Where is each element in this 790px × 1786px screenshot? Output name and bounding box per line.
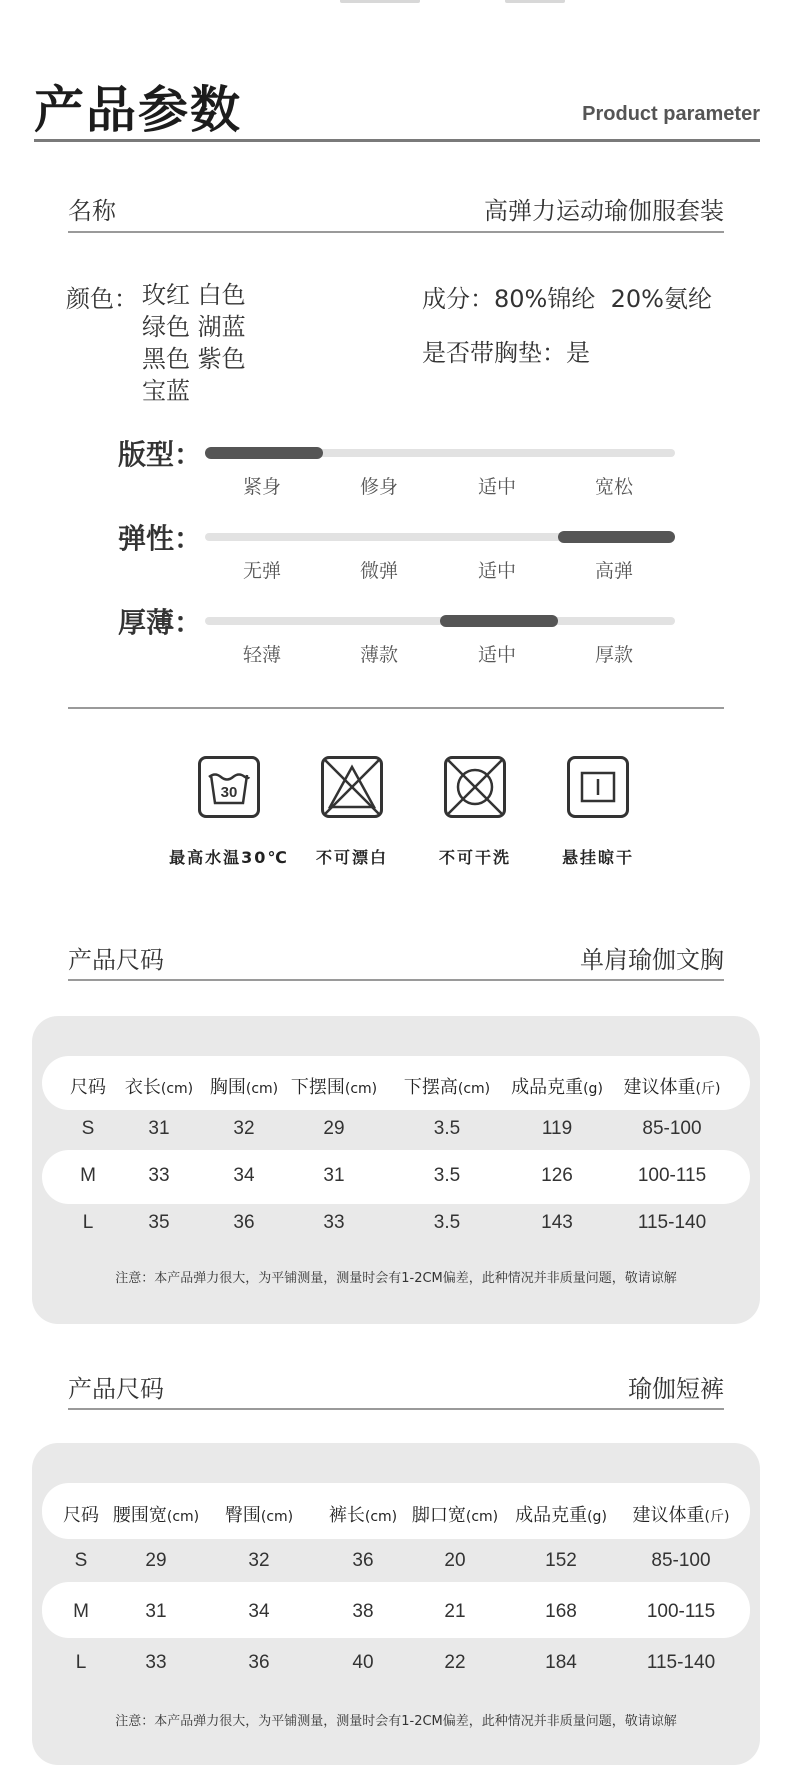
table-cell: 85-100 [651, 1550, 711, 1571]
table-cell: 36 [233, 1212, 255, 1233]
table-cell: 3.5 [433, 1212, 461, 1233]
column-header-label: 尺码 [63, 1505, 99, 1526]
color-line: 绿色 湖蓝 [142, 313, 246, 341]
table-cell: 40 [352, 1652, 374, 1673]
table-cell: L [75, 1652, 87, 1673]
column-header-label: 臀围 [224, 1505, 261, 1526]
scale-tick: 轻薄 [242, 644, 281, 666]
scale-track-fit [205, 449, 675, 457]
column-header-label: 下摆围 [290, 1077, 345, 1098]
table-cell: M [80, 1165, 96, 1186]
table-cell: 20 [444, 1550, 466, 1571]
column-header-label: 成品克重 [515, 1505, 588, 1526]
column-header-unit: (cm) [245, 1081, 279, 1097]
scale-indicator [440, 615, 558, 627]
care-label-wash: 最高水温30℃ [169, 848, 289, 867]
column-header [395, 1501, 515, 1527]
table-cell: 33 [323, 1212, 345, 1233]
table-cell: 32 [233, 1118, 255, 1139]
table-cell: 31 [148, 1118, 170, 1139]
table-cell: 152 [545, 1550, 577, 1571]
column-header-unit: (斤) [695, 1081, 721, 1097]
shorts-section-item: 瑜伽短裤 [628, 1375, 724, 1403]
table-cell: 36 [352, 1550, 374, 1571]
scales-divider [68, 707, 724, 709]
table-cell: M [73, 1601, 89, 1622]
page-subtitle: Product parameter [582, 103, 760, 125]
measurement-note: 注意：本产品弹力很大，为平铺测量，测量时会有1-2CM偏差，此种情况并非质量问题，敬请谅解 [115, 1714, 677, 1729]
column-header-unit: (g) [587, 1509, 607, 1525]
column-header [96, 1501, 216, 1527]
page-title: 产品参数 [34, 81, 242, 139]
column-header-label: 建议体重 [623, 1077, 696, 1098]
table-cell: 21 [444, 1601, 466, 1622]
shorts-size-table [32, 1443, 760, 1765]
table-cell: 38 [352, 1601, 374, 1622]
table-cell: 34 [248, 1601, 270, 1622]
scale-label-thickness: 厚薄： [118, 606, 203, 639]
table-cell: S [81, 1118, 95, 1139]
scale-track-elasticity [205, 533, 675, 541]
color-line: 黑色 紫色 [142, 345, 246, 373]
color-label: 颜色： [66, 285, 138, 313]
color-line: 宝蓝 [142, 377, 190, 405]
shorts-section-title: 产品尺码 [68, 1375, 164, 1403]
column-header-label: 衣长 [124, 1077, 161, 1098]
table-cell: 36 [248, 1652, 270, 1673]
shorts-section-divider [68, 1408, 724, 1410]
table-cell: L [82, 1212, 94, 1233]
name-label: 名称 [68, 197, 116, 225]
product-name: 高弹力运动瑜伽服套装 [484, 197, 724, 225]
table-cell: S [74, 1550, 88, 1571]
column-header-label: 尺码 [70, 1077, 106, 1098]
table-cell: 3.5 [433, 1118, 461, 1139]
table-cell: 85-100 [642, 1118, 702, 1139]
column-header-unit: (cm) [166, 1509, 200, 1525]
scale-tick: 紧身 [242, 476, 281, 498]
scale-tick: 适中 [477, 644, 516, 666]
column-header [501, 1501, 621, 1527]
column-header [612, 1073, 732, 1099]
column-header-unit: (cm) [344, 1081, 378, 1097]
top-edge-decoration [505, 0, 565, 3]
column-header-label: 腰围宽 [112, 1505, 167, 1526]
table-cell: 29 [323, 1118, 345, 1139]
table-cell: 143 [541, 1212, 573, 1233]
header-divider [34, 139, 760, 142]
padding-spec: 是否带胸垫：是 [422, 339, 590, 367]
scale-tick: 无弹 [242, 560, 281, 582]
column-header-unit: (斤) [704, 1509, 730, 1525]
table-cell: 168 [545, 1601, 577, 1622]
top-edge-decoration [340, 0, 420, 3]
column-header-unit: (cm) [457, 1081, 491, 1097]
care-label-hang-dry: 悬挂晾干 [561, 848, 634, 867]
table-cell: 126 [541, 1165, 573, 1186]
table-cell: 119 [541, 1118, 573, 1139]
no-dry-clean-icon [444, 756, 506, 818]
column-header-label: 下摆高 [403, 1077, 458, 1098]
no-bleach-icon [321, 756, 383, 818]
column-header-unit: (cm) [260, 1509, 294, 1525]
scale-tick: 高弹 [594, 560, 633, 582]
table-cell: 31 [323, 1165, 345, 1186]
table-cell: 100-115 [637, 1165, 707, 1186]
bra-section-item: 单肩瑜伽文胸 [580, 946, 724, 974]
column-header-unit: (g) [583, 1081, 603, 1097]
table-cell: 100-115 [646, 1601, 716, 1622]
wash-30-icon [198, 756, 260, 818]
column-header-label: 建议体重 [632, 1505, 705, 1526]
color-line: 玫红 白色 [142, 281, 246, 309]
table-cell: 115-140 [646, 1652, 716, 1673]
scale-tick: 修身 [359, 476, 398, 498]
scale-indicator [205, 447, 323, 459]
hang-dry-icon [567, 756, 629, 818]
scale-tick: 适中 [477, 560, 516, 582]
scale-tick: 微弹 [359, 560, 398, 582]
column-header [387, 1073, 507, 1099]
table-cell: 33 [148, 1165, 170, 1186]
scale-tick: 薄款 [359, 644, 398, 666]
bra-size-table [32, 1016, 760, 1324]
column-header [621, 1501, 741, 1527]
scale-label-fit: 版型： [118, 438, 203, 471]
column-header [497, 1073, 617, 1099]
column-header-label: 成品克重 [511, 1077, 584, 1098]
scale-indicator [558, 531, 676, 543]
composition-spec: 成分：80%锦纶 20%氨纶 [422, 285, 712, 313]
table-cell: 115-140 [637, 1212, 707, 1233]
column-header-unit: (cm) [364, 1509, 398, 1525]
table-cell: 35 [148, 1212, 170, 1233]
scale-tick: 适中 [477, 476, 516, 498]
table-cell: 33 [145, 1652, 167, 1673]
column-header-label: 裤长 [328, 1505, 365, 1526]
table-cell: 3.5 [433, 1165, 461, 1186]
column-header [199, 1501, 319, 1527]
wash-temperature: 30 [220, 784, 238, 801]
table-cell: 34 [233, 1165, 255, 1186]
care-label-bleach: 不可漂白 [315, 848, 388, 867]
table-cell: 184 [545, 1652, 577, 1673]
bra-section-divider [68, 979, 724, 981]
table-cell: 31 [145, 1601, 167, 1622]
name-divider [68, 231, 724, 233]
color-list [142, 279, 246, 407]
scale-tick: 厚款 [594, 644, 633, 666]
care-label-dry-clean: 不可干洗 [438, 848, 511, 867]
measurement-note: 注意：本产品弹力很大，为平铺测量，测量时会有1-2CM偏差，此种情况并非质量问题，敬请谅解 [115, 1271, 677, 1286]
table-cell: 22 [444, 1652, 466, 1673]
column-header-unit: (cm) [465, 1509, 499, 1525]
scale-tick: 宽松 [594, 476, 633, 498]
column-header-unit: (cm) [160, 1081, 194, 1097]
scale-track-thickness [205, 617, 675, 625]
column-header-label: 脚口宽 [411, 1505, 466, 1526]
bra-section-title: 产品尺码 [68, 946, 164, 974]
column-header-label: 胸围 [209, 1077, 246, 1098]
table-cell: 32 [248, 1550, 270, 1571]
table-cell: 29 [145, 1550, 167, 1571]
column-header [274, 1073, 394, 1099]
scale-label-elasticity: 弹性： [118, 522, 203, 555]
